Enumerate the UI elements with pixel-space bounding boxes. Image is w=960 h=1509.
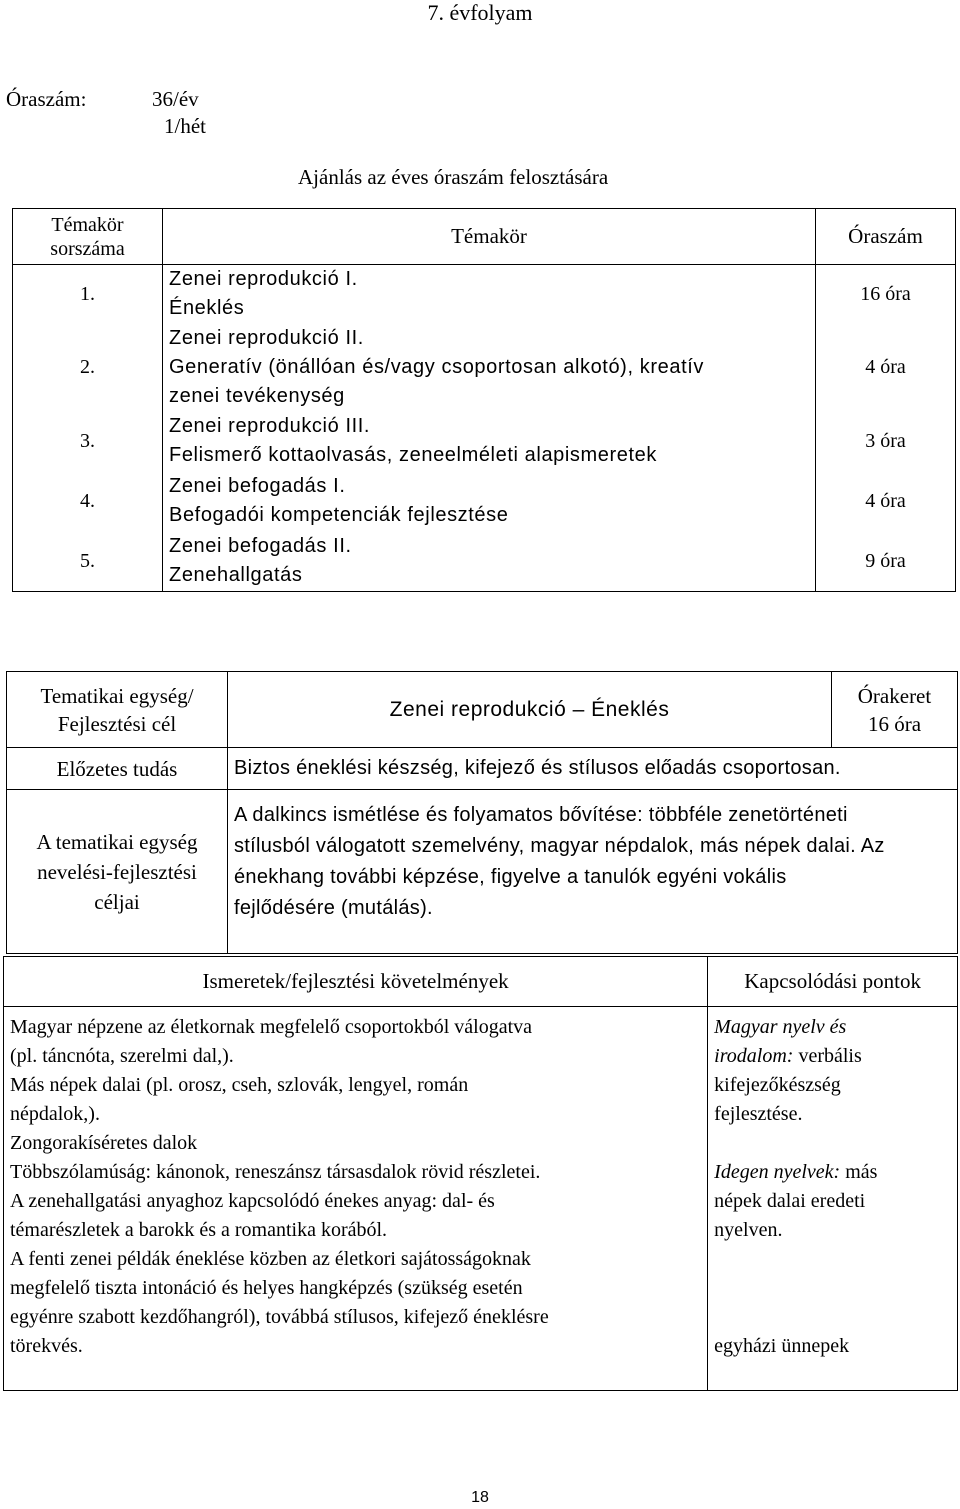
row-hours: 16 óra (816, 265, 956, 324)
requirements-body-row (4, 1007, 958, 1391)
row-topic-line: Felismerő kottaolvasás, zeneelméleti alapismeretek (169, 444, 657, 466)
connection-hungarian (714, 1013, 951, 1129)
requirement-line: törekvés. (10, 1335, 83, 1357)
recommendation-title: Ajánlás az éves óraszám felosztására (298, 165, 609, 189)
row-topic-line: Éneklés (169, 297, 245, 319)
unit-title: Zenei reprodukció – Éneklés (228, 672, 832, 748)
header-topic: Témakör (163, 209, 816, 265)
requirements-table (3, 956, 958, 1391)
connection-subject: Idegen nyelvek: (714, 1161, 841, 1183)
row-topic (163, 471, 816, 531)
connection-church-holidays: egyházi ünnepek (714, 1335, 850, 1357)
row-topic-line: Zenehallgatás (169, 563, 303, 586)
connection-text: verbális (793, 1045, 862, 1067)
header-topic-number: Témakör sorszáma (13, 209, 163, 265)
allocation-row (13, 265, 956, 324)
goals-label-cell (7, 790, 228, 954)
row-topic-line: Befogadói kompetenciák fejlesztése (169, 504, 509, 526)
goals-text (228, 790, 958, 954)
goals-label-line: nevelési-fejlesztési (37, 859, 197, 884)
requirement-line: megfelelő tiszta intonáció és helyes hangképzés (szükség esetén (10, 1277, 523, 1299)
row-hours: 9 óra (816, 531, 956, 591)
goals-line: fejlődésére (mutálás). (234, 896, 433, 919)
requirement-line: A fenti zenei példák éneklése közben az életkori sajátosságoknak (10, 1248, 531, 1270)
requirement-line: (pl. táncnóta, szerelmi dal,). (10, 1045, 234, 1067)
prior-knowledge-text: Biztos éneklési készség, kifejező és stílusos előadás csoportosan. (228, 748, 958, 790)
spacer (714, 1245, 951, 1332)
row-topic-line: Zenei reprodukció I. (169, 268, 358, 290)
goals-line: énekhang további képzése, figyelve a tanulók egyéni vokális (234, 865, 787, 888)
row-number: 1. (13, 265, 163, 324)
hour-frame-value: 16 óra (867, 711, 922, 736)
header-hours: Óraszám (816, 209, 956, 265)
hours-label: Óraszám: (6, 87, 87, 111)
hours-per-year: 36/év (152, 87, 199, 111)
page-number: 18 (471, 1489, 489, 1506)
connection-text: más (840, 1161, 878, 1183)
row-topic (163, 411, 816, 471)
allocation-row (13, 323, 956, 411)
spacer (714, 1129, 951, 1158)
row-topic-line: Zenei reprodukció III. (169, 415, 371, 437)
requirement-line: A zenehallgatási anyaghoz kapcsolódó énekes anyag: dal- és (10, 1190, 495, 1212)
row-hours: 4 óra (816, 323, 956, 411)
row-topic (163, 531, 816, 591)
row-number: 4. (13, 471, 163, 531)
prior-knowledge-row (7, 748, 958, 790)
connection-subject: irodalom: (714, 1045, 794, 1067)
connection-text: fejlesztése. (714, 1103, 803, 1125)
allocation-header-row (13, 209, 956, 265)
row-topic (163, 265, 816, 324)
row-hours: 4 óra (816, 471, 956, 531)
connection-text: népek dalai eredeti (714, 1190, 866, 1212)
allocation-row (13, 531, 956, 591)
hour-frame-cell (832, 672, 958, 748)
row-number: 3. (13, 411, 163, 471)
connection-text: kifejezőkészség (714, 1074, 841, 1096)
unit-label-cell (7, 672, 228, 748)
row-hours: 3 óra (816, 411, 956, 471)
unit-label-line: Tematikai egység/ (40, 683, 194, 708)
goals-line: stílusból válogatott szemelvény, magyar népdalok, más népek dalai. Az (234, 834, 885, 857)
unit-table (6, 671, 958, 954)
requirement-line: Más népek dalai (pl. orosz, cseh, szlovák, lengyel, román (10, 1074, 469, 1096)
row-topic-line: Zenei befogadás I. (169, 475, 346, 497)
requirements-header: Ismeretek/fejlesztési követelmények (4, 957, 708, 1007)
unit-label-line: Fejlesztési cél (57, 711, 177, 736)
goals-line: A dalkincs ismétlése és folyamatos bővítése: többféle zenetörténeti (234, 803, 848, 826)
row-topic (163, 323, 816, 411)
requirement-line: témarészletek a barokk és a romantika korából. (10, 1219, 388, 1241)
unit-title-row (7, 672, 958, 748)
requirements-body (4, 1007, 708, 1391)
allocation-table (12, 208, 956, 592)
connection-foreign-languages (714, 1158, 951, 1245)
allocation-row (13, 411, 956, 471)
hours-per-week: 1/hét (164, 114, 206, 138)
row-number: 5. (13, 531, 163, 591)
requirement-line: Többszólamúság: kánonok, reneszánsz társasdalok rövid részletei. (10, 1161, 541, 1183)
goals-row (7, 790, 958, 954)
requirement-line: Zongorakíséretes dalok (10, 1132, 198, 1154)
page-title: 7. évfolyam (427, 0, 533, 25)
row-number: 2. (13, 323, 163, 411)
goals-label-line: céljai (94, 889, 140, 914)
row-topic-line: Zenei befogadás II. (169, 534, 352, 557)
row-topic-line: Zenei reprodukció II. (169, 326, 364, 349)
connection-line (714, 1158, 951, 1187)
requirement-line: Magyar népzene az életkornak megfelelő csoportokból válogatva (10, 1016, 533, 1038)
requirements-header-row (4, 957, 958, 1007)
row-topic-line: Generatív (önállóan és/vagy csoportosan alkotó), kreatív (169, 355, 704, 378)
allocation-row (13, 471, 956, 531)
connection-subject: Magyar nyelv és (714, 1016, 847, 1038)
connections-body (708, 1007, 958, 1391)
prior-knowledge-label: Előzetes tudás (7, 748, 228, 790)
requirement-line: egyénre szabott kezdőhangról), továbbá stílusos, kifejező éneklésre (10, 1306, 549, 1328)
goals-label-line: A tematikai egység (36, 829, 198, 854)
connections-header: Kapcsolódási pontok (708, 957, 958, 1007)
requirement-line: népdalok,). (10, 1103, 100, 1125)
row-topic-line: zenei tevékenység (169, 384, 345, 407)
connection-text: nyelven. (714, 1219, 783, 1241)
hour-frame-label: Órakeret (857, 683, 932, 708)
connection-line (714, 1042, 951, 1071)
